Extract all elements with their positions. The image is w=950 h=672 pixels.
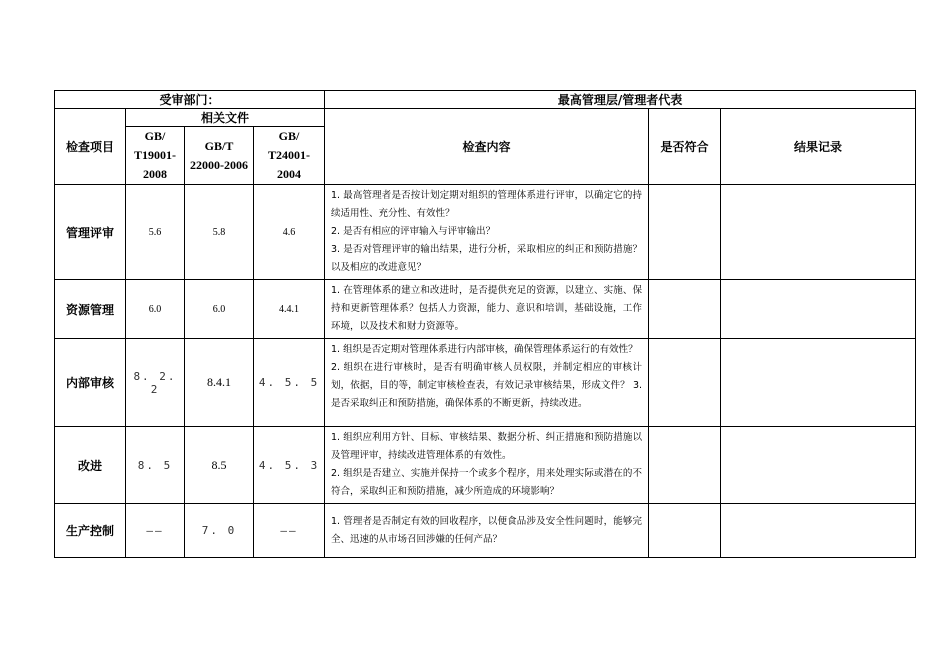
table-row (55, 427, 916, 504)
check-content (325, 185, 649, 280)
conform-cell[interactable] (649, 280, 721, 339)
clause-gb22000: 8.4.1 (185, 339, 254, 427)
col-header-content: 检查内容 (325, 109, 649, 185)
check-item: 内部审核 (55, 339, 126, 427)
std3-line2: T24001- (268, 148, 310, 162)
result-cell[interactable] (721, 427, 916, 504)
check-item: 改进 (55, 427, 126, 504)
col-header-gb24001 (254, 127, 325, 185)
clause-gb24001: 4.6 (254, 185, 325, 280)
clause-gb19001: —— (126, 504, 185, 558)
std3-line3: 2004 (277, 167, 301, 181)
table-row (55, 280, 916, 339)
check-content (325, 280, 649, 339)
content-line: 2. 是否有相应的评审输入与评审输出？ (331, 226, 496, 237)
check-item: 资源管理 (55, 280, 126, 339)
std3-line1: GB/ (278, 129, 300, 143)
result-cell[interactable] (721, 339, 916, 427)
result-cell[interactable] (721, 280, 916, 339)
col-header-conform: 是否符合 (649, 109, 721, 185)
check-content (325, 504, 649, 558)
col-header-gb22000 (185, 127, 254, 185)
clause-gb19001: 6.0 (126, 280, 185, 339)
clause-gb24001: —— (254, 504, 325, 558)
col-header-gb19001 (126, 127, 185, 185)
conform-cell[interactable] (649, 504, 721, 558)
check-item: 生产控制 (55, 504, 126, 558)
col-header-related-docs: 相关文件 (126, 109, 325, 127)
clause-gb24001: 4. 5. 5 (254, 339, 325, 427)
header-row-related (55, 109, 916, 127)
audit-checklist-table (54, 90, 916, 558)
conform-cell[interactable] (649, 339, 721, 427)
table-row (55, 339, 916, 427)
content-line: 2. 组织是否建立、实施并保持一个或多个程序，用来处理实际或潜在的不符合，采取纠正和预防措施，减少所造成的环境影响？ (331, 468, 643, 497)
col-header-item: 检查项目 (55, 109, 126, 185)
content-line: 1. 组织是否定期对管理体系进行内部审核，确保管理体系运行的有效性？ (331, 344, 638, 355)
clause-gb22000: 7. 0 (185, 504, 254, 558)
table-row (55, 504, 916, 558)
content-line: 1. 在管理体系的建立和改进时，是否提供充足的资源，以建立、实施、保持和更新管理体系？包括人力资源，能力、意识和培训，基础设施，工作环境，以及技术和财力资源等。 (331, 285, 643, 332)
conform-cell[interactable] (649, 427, 721, 504)
conform-cell[interactable] (649, 185, 721, 280)
result-cell[interactable] (721, 504, 916, 558)
std2-line2: 22000-2006 (190, 157, 248, 172)
audited-dept-label: 受审部门： (55, 91, 325, 109)
clause-gb19001: 8. 5 (126, 427, 185, 504)
table-row (55, 185, 916, 280)
clause-gb24001: 4.4.1 (254, 280, 325, 339)
clause-gb19001: 8. 2. 2 (126, 339, 185, 427)
std1-line3: 2008 (143, 167, 167, 181)
clause-gb22000: 6.0 (185, 280, 254, 339)
content-line: 1. 最高管理者是否按计划定期对组织的管理体系进行评审，以确定它的持续适用性、充分性、有效性？ (331, 190, 643, 219)
std1-line1: GB/ (144, 129, 166, 143)
clause-gb24001: 4. 5. 3 (254, 427, 325, 504)
top-management-label: 最高管理层/管理者代表 (325, 91, 916, 109)
col-header-result: 结果记录 (721, 109, 916, 185)
check-item: 管理评审 (55, 185, 126, 280)
std1-line2: T19001- (134, 148, 176, 162)
content-line: 1. 组织应利用方针、目标、审核结果、数据分析、纠正措施和预防措施以及管理评审，持续改进管理体系的有效性。 (331, 432, 643, 461)
clause-gb22000: 5.8 (185, 185, 254, 280)
header-row-dept (55, 91, 916, 109)
check-content (325, 339, 649, 427)
check-content (325, 427, 649, 504)
content-line: 2. 组织在进行审核时，是否有明确审核人员权限，并制定相应的审核计划，依据，目的等，制定审核检查表，有效记录审核结果，形成文件？ 3. 是否采取纠正和预防措施，确保体系的不断更新，持续改进。 (331, 362, 643, 409)
clause-gb19001: 5.6 (126, 185, 185, 280)
result-cell[interactable] (721, 185, 916, 280)
clause-gb22000: 8.5 (185, 427, 254, 504)
content-line: 1. 管理者是否制定有效的回收程序，以便食品涉及安全性问题时，能够完全、迅速的从市场召回涉嫌的任何产品？ (331, 515, 643, 545)
content-line: 3. 是否对管理评审的输出结果，进行分析，采取相应的纠正和预防措施？以及相应的改进意见？ (331, 244, 643, 273)
std2-line1: GB/T (204, 138, 234, 153)
